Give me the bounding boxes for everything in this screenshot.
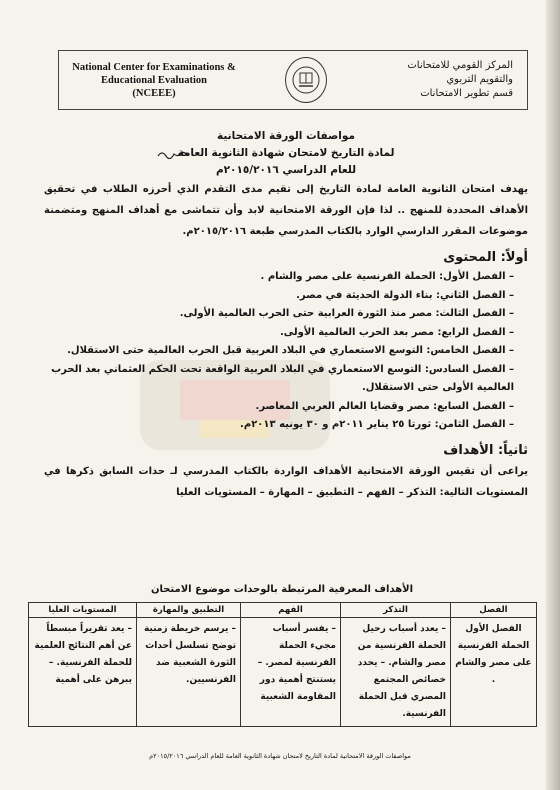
content-heading: أولاً: المحتوى <box>443 250 528 265</box>
chapter-item: – الفصل السادس: التوسع الاستعماري في البلاد العربية الواقعة تحت الحكم العثماني بعد الحرب العالمية الأولى حتى الاستقلال. <box>44 361 514 398</box>
objectives-paragraph: يراعى أن تقيس الورقة الامتحانية الأهداف الواردة بالكتاب المدرسي لـ حدات السابق ذكرها في المستويات التالية: التذكر – الفهم – التطبيق – المهارة – المستويات العليا <box>44 465 528 498</box>
chapter-item: – الفصل الثامن: ثورتا ٢٥ يناير ٢٠١١م و ٣٠ يونيه ٢٠١٣م. <box>44 416 514 435</box>
subject-title: لمادة التاريخ لامتحان شهادة الثانوية العامة <box>177 147 395 159</box>
document-body <box>44 128 528 503</box>
table-cell: – يعد تقريراً مبسطاً عن أهم النتائج العلمية للحملة الفرنسية. – يبرهن على أهمية <box>29 618 137 727</box>
page-footer: مواصفات الورقة الامتحانية لمادة التاريخ لامتحان شهادة الثانوية العامة للعام الدراسي ٢٠١٥/٢٠١٦م <box>149 752 411 760</box>
table-header-cell: الفصل <box>451 603 537 618</box>
en-line-2: Educational Evaluation <box>101 74 207 86</box>
chapter-item: – الفصل الثاني: بناء الدولة الحديثة في مصر. <box>44 287 514 306</box>
letterhead-english <box>59 61 249 100</box>
en-line-3: (NCEEE) <box>132 87 176 99</box>
spec-title: مواصفات الورقة الامتحانية <box>217 130 355 142</box>
chapter-item: – الفصل الرابع: مصر بعد الحرب العالمية الأولى. <box>44 324 514 343</box>
center-logo-icon <box>285 57 327 103</box>
year-title: للعام الدراسي ٢٠١٥/٢٠١٦م <box>215 164 357 176</box>
letterhead-box <box>58 50 528 110</box>
table-header-cell: المستويات العليا <box>29 603 137 618</box>
table-header-cell: التطبيق والمهارة <box>137 603 241 618</box>
table-header-row <box>29 603 537 618</box>
table-cell: الفصل الأول الحملة الفرنسية على مصر والشام . <box>451 618 537 727</box>
table-header-cell: الفهم <box>241 603 341 618</box>
chapter-item: – الفصل الخامس: التوسع الاستعماري في البلاد العربية قبل الحرب العالمية حتى الاستقلال. <box>44 342 514 361</box>
chapter-item: – الفصل الأول: الحملة الفرنسية على مصر والشام . <box>44 268 514 287</box>
ar-line-3: قسم تطوير الامتحانات <box>420 88 513 99</box>
en-line-1: National Center for Examinations & <box>72 61 236 73</box>
ar-line-2: والتقويم التربوي <box>446 74 513 85</box>
chapter-item: – الفصل الثالث: مصر منذ الثورة العرابية حتى الحرب العالمية الأولى. <box>44 305 514 324</box>
letterhead-arabic <box>363 59 527 101</box>
intro-paragraph: يهدف امتحان الثانوية العامة لمادة التاريخ إلى تقيم مدى التقدم الذي أحرزه الطلاب في تحقيق الأهداف المحددة للمنهج .. لذا فإن الورقة الامتحانية لابد وأن تتماشى مع أهداف المنهج ومتضمنة موضوعات المقرر الدارسي الوارد بالكتاب المدرسي طبعة ٢٠١٥/٢٠١٦م. <box>44 184 528 237</box>
chapter-item: – الفصل السابع: مصر وقضايا العالم العربي المعاصر. <box>44 398 514 417</box>
table-title: الأهداف المعرفية المرتبطة بالوحدات موضوع الامتحان <box>150 584 414 595</box>
ar-line-1: المركز القومي للامتحانات <box>407 60 513 71</box>
table-header-cell: التذكر <box>341 603 451 618</box>
table-cell: – يرسم خريطة زمنية توضح تسلسل أحداث الثورة الشعبية ضد الفرنسيين. <box>137 618 241 727</box>
table-cell: – يفسر أسباب مجيء الحملة الفرنسية لمصر. – يستنتج أهمية دور المقاومة الشعبية <box>241 618 341 727</box>
objectives-heading: ثانياً: الأهداف <box>443 442 528 458</box>
page-edge-shadow <box>546 0 560 790</box>
table-cell: – يعدد أسباب رحيل الحملة الفرنسية من مصر والشام. – يحدد خصائص المجتمع المصري قبل الحملة الفرنسية. <box>341 618 451 727</box>
chapter-list <box>44 268 514 435</box>
table-row <box>29 618 537 727</box>
objectives-table <box>28 602 537 727</box>
